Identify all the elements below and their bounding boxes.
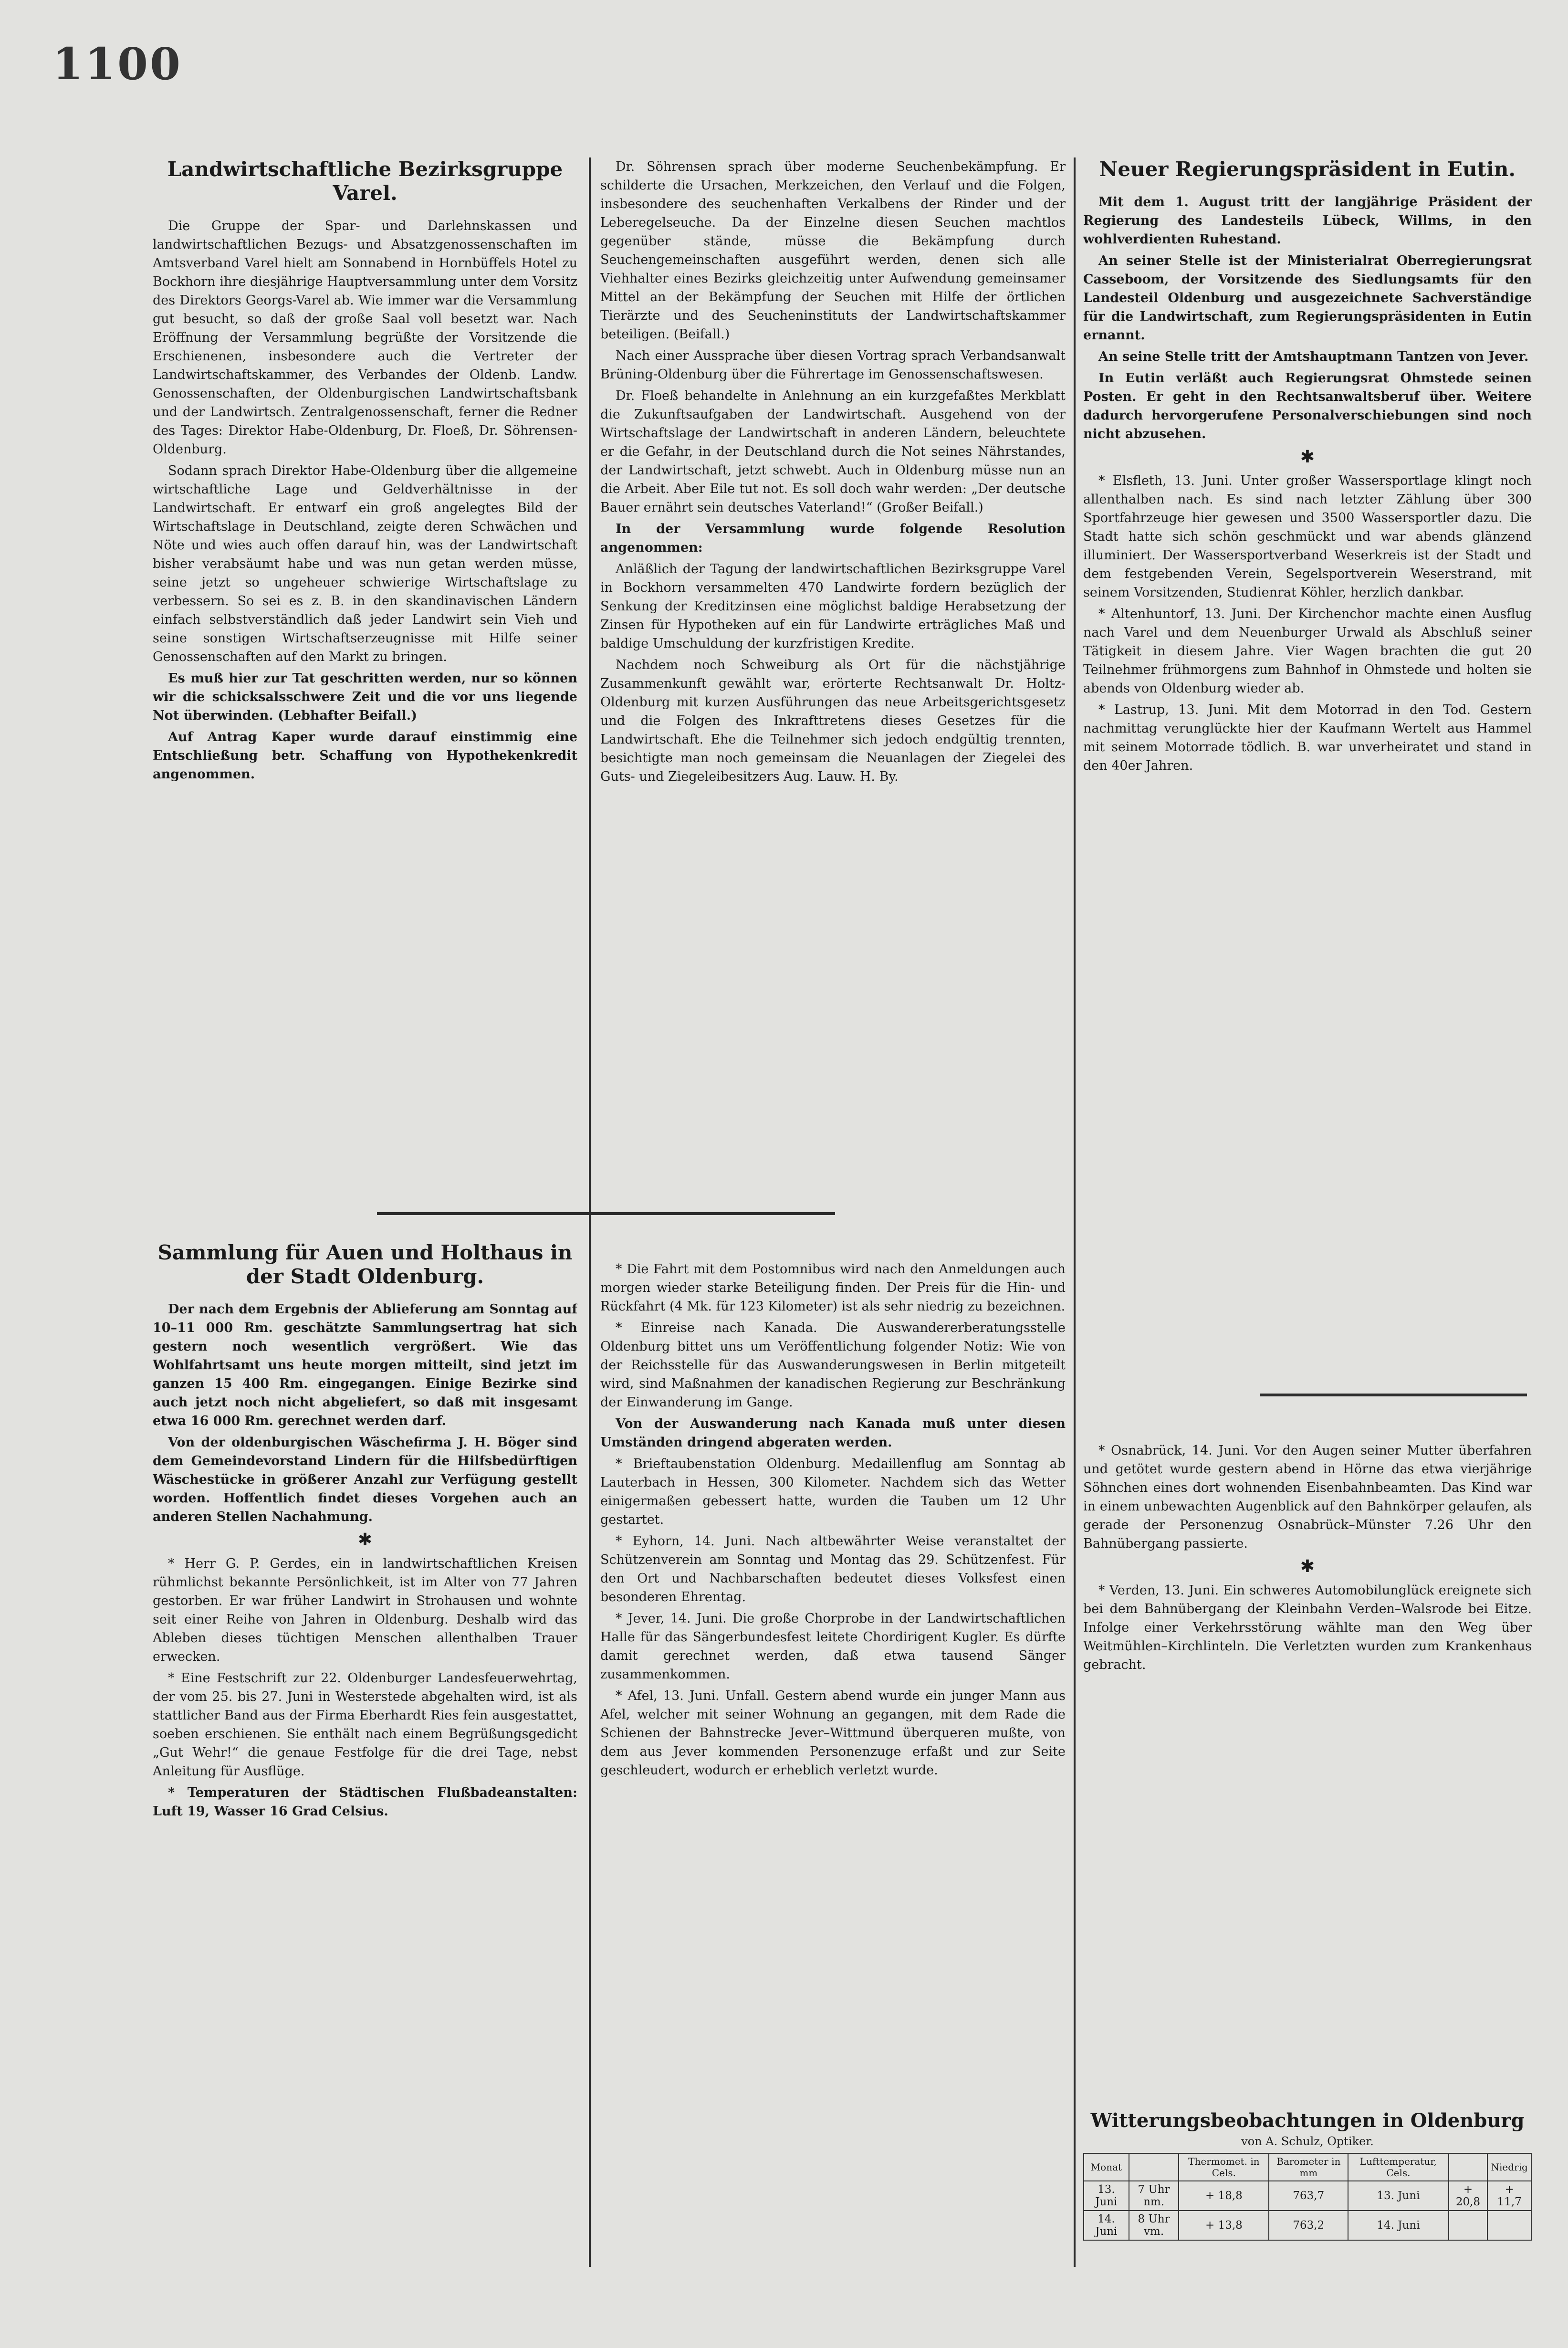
article-paragraph: An seiner Stelle ist der Ministerialrat Oberregierungsrat Casseboom, der Vorsitzende des Siedlungsamts für den Landesteil Oldenburg und ausgezeichnete Sachverständige für die Landwirtschaft, zum Regierungspräsidenten in Eutin ernannt. [1083,253,1532,343]
table-cell: 7 Uhr nm. [1129,2181,1179,2211]
article-title: Neuer Regierungspräsident in Eutin. [1099,157,1516,181]
table-cell: 14. Juni [1084,2211,1129,2240]
table-header [1129,2153,1179,2181]
table-cell: + 13,8 [1179,2211,1269,2240]
table-cell: 8 Uhr vm. [1129,2211,1179,2240]
table-header: Barometer in mm [1269,2153,1348,2181]
table-cell: + 20,8 [1449,2181,1488,2211]
article-paragraph: * Eyhorn, 14. Juni. Nach altbewährter Weise veranstaltet der Schützenverein am Sonntag und Montag das 29. Schützenfest. Für den Ort und Nachbarschaften bedeutet dieses Volksfest einen besonderen Ehrentag. [600,1534,1066,1604]
article-paragraph: * Jever, 14. Juni. Die große Chorprobe in der Landwirtschaftlichen Halle für das Sängerbundesfest leitete Chordirigent Kugler. Es dürfte damit gerechnet werden, daß etwa tausend Sänger zusammenkommen. [600,1611,1066,1682]
section-rule [377,1212,835,1215]
article-paragraph: Von der oldenburgischen Wäschefirma J. H. Böger sind dem Gemeindevorstand Lindern für die Hilfsbedürftigen Wäschestücke in größerer Anzahl zur Verfügung gestellt worden. Hoffentlich findet dieses Vorgehen auch an anderen Stellen Nachahmung. [153,1435,577,1524]
article-paragraph: * Altenhuntorf, 13. Juni. Der Kirchenchor machte einen Ausflug nach Varel und dem Neuenburger Urwald als Abschluß seiner Tätigkeit in diesem Jahre. Vier Wagen brachten die gut 20 Teilnehmer frühmorgens zum Bahnhof in Ohmstede und holten sie abends von Oldenburg wieder ab. [1083,607,1532,696]
article-paragraph: In der Versammlung wurde folgende Resolution angenommen: [600,522,1066,555]
table-cell: + 18,8 [1179,2181,1269,2211]
table-row [1084,2181,1531,2211]
separator-star: ✱ [1300,447,1315,467]
article-paragraph: Dr. Floeß behandelte in Anlehnung an ein kurzgefaßtes Merkblatt die Zukunftsaufgaben der Landwirtschaft. Ausgehend von der Wirtschaftslage der Landwirtschaft in anderen Ländern, beleuchtete er die Gefahr, in der Deutschland durch die Not seines Nährstandes, der Landwirtschaft, jetzt schwebt. Auch in Oldenburg müsse nun an die Arbeit. Aber Eile tut not. Es soll doch wahr werden: „Der deutsche Bauer ernährt sein deutsches Vaterland!“ (Großer Beifall.) [600,388,1066,515]
article-paragraph: In Eutin verläßt auch Regierungsrat Ohmstede seinen Posten. Er geht in den Rechtsanwaltsberuf über. Weitere dadurch hervorgerufene Personalverschiebungen sind noch nicht abzusehen. [1083,371,1532,441]
table-cell: 13. Juni [1348,2181,1448,2211]
article-seuchen [600,157,1066,789]
article-paragraph: Sodann sprach Direktor Habe-Oldenburg über die allgemeine wirtschaftliche Lage und Geldverhältnisse in der Landwirtschaft. Er entwarf ein groß angelegtes Bild der Wirtschaftslage in Deutschland, zeigte deren Schwächen und Nöte und wies auch offen darauf hin, was der Landwirtschaft bisher verabsäumt habe und was nun getan werden müsse, seine jetzt so ungeheuer schwierige Wirtschaftslage zu verbessern. So sei es z. B. in den skandinavischen Ländern einfach selbstverständlich daß jeder Landwirt sein Vieh und seine sonstigen Wirtschaftserzeugnisse mit Hilfe seiner Genossenschaften auf den Markt zu bringen. [153,463,577,664]
table-cell: 763,7 [1269,2181,1348,2211]
table-header: Niedrig [1487,2153,1531,2181]
article-paragraph: * Temperaturen der Städtischen Flußbadeanstalten: Luft 19, Wasser 16 Grad Celsius. [153,1785,577,1819]
table-header-row [1084,2153,1531,2181]
article-sammlung [153,1241,577,1824]
weather-table-box [1083,2109,1532,2241]
article-varel [153,157,577,786]
table-cell: + 11,7 [1487,2181,1531,2211]
separator-star: ✱ [1300,1557,1315,1576]
article-paragraph: * Eine Festschrift zur 22. Oldenburger Landesfeuerwehrtag, der vom 25. bis 27. Juni in Westerstede abgehalten wird, ist als stattlicher Band aus der Firma Eberhardt Ries fein ausgestattet, soeben erschienen. Sie enthält nach einem Begrüßungsgedicht „Gut Wehr!“ die genaue Festfolge für die drei Tage, nebst Anleitung für Ausflüge. [153,1671,577,1779]
article-paragraph: Die Gruppe der Spar- und Darlehnskassen und landwirtschaftlichen Bezugs- und Absatzgenossenschaften im Amtsverband Varel hielt am Sonnabend in Hornbüffels Hotel zu Bockhorn ihre diesjährige Hauptversammlung unter dem Vorsitz des Direktors Georgs-Varel ab. Wie immer war die Versammlung gut besucht, so daß der große Saal voll besetzt war. Nach Eröffnung der Versammlung begrüßte der Vorsitzende die Erschienenen, insbesondere auch die Vertreter der Landwirtschaftskammer, des Verbandes der Oldenb. Landw. Genossenschaften, der Oldenburgischen Landwirtschaftsbank und der Landwirtsch. Zentralgenossenschaft, ferner die Redner des Tages: Direktor Habe-Oldenburg, Dr. Floeß, Dr. Söhrensen-Oldenburg. [153,219,577,457]
article-paragraph: Von der Auswanderung nach Kanada muß unter diesen Umständen dringend abgeraten werden. [600,1416,1066,1450]
table-row [1084,2211,1531,2240]
article-paragraph: * Die Fahrt mit dem Postomnibus wird nach den Anmeldungen auch morgen wieder starke Beteiligung finden. Der Preis für die Hin- und Rückfahrt (4 Mk. für 123 Kilometer) ist als sehr niedrig zu bezeichnen. [600,1262,1066,1314]
page-number: 1100 [52,38,183,90]
table-cell: 763,2 [1269,2211,1348,2240]
column-rule [1074,157,1076,2267]
article-paragraph: Der nach dem Ergebnis der Ablieferung am Sonntag auf 10–11 000 Rm. geschätzte Sammlungsertrag hat sich gestern noch wesentlich vergrößert. Wie das Wohlfahrtsamt uns heute morgen mitteilt, sind jetzt im ganzen 15 400 Rm. eingegangen. Einige Bezirke sind auch jetzt noch nicht abgeliefert, so daß mit insgesamt etwa 16 000 Rm. gerechnet werden darf. [153,1302,577,1428]
article-paragraph: * Einreise nach Kanada. Die Auswandererberatungsstelle Oldenburg bittet uns um Veröffentlichung folgender Notiz: Wie von der Reichsstelle für das Auswanderungswesen in Berlin mitgeteilt wird, sind Maßnahmen der kanadischen Regierung zur Beschränkung der Einwanderung im Gange. [600,1321,1066,1410]
article-paragraph: Nachdem noch Schweiburg als Ort für die nächstjährige Zusammenkunft gewählt war, erörterte Rechtsanwalt Dr. Holtz-Oldenburg mit kurzen Ausführungen das neue Arbeitsgerichtsgesetz und die Folgen des Inkrafttretens dieses Gesetzes für die Landwirtschaft. Ehe die Teilnehmer sich jedoch endgültig trennten, besichtigte man noch gemeinsam die Neuanlagen der Ziegelei des Guts- und Ziegeleibesitzers Aug. Lauw. H. By. [600,658,1066,784]
article-paragraph: Nach einer Aussprache über diesen Vortrag sprach Verbandsanwalt Brüning-Oldenburg über die Führertage im Genossenschaftswesen. [600,348,1066,382]
weather-table [1083,2153,1532,2241]
table-header [1449,2153,1488,2181]
table-header: Lufttemperatur, Cels. [1348,2153,1448,2181]
table-cell: 13. Juni [1084,2181,1129,2211]
article-eutin [1083,157,1532,778]
article-paragraph: Auf Antrag Kaper wurde darauf einstimmig eine Entschließung betr. Schaffung von Hypothekenkredit angenommen. [153,730,577,782]
article-paragraph: * Herr G. P. Gerdes, ein in landwirtschaftlichen Kreisen rühmlichst bekannte Persönlichkeit, ist im Alter von 77 Jahren gestorben. Er war früher Landwirt in Strohausen und wohnte seit einer Reihe von Jahren in Oldenburg. Deshalb wird das Ableben dieses tüchtigen Menschen allenthalben Trauer erwecken. [153,1556,577,1664]
article-paragraph: Anläßlich der Tagung der landwirtschaftlichen Bezirksgruppe Varel in Bockhorn versammelten 470 Landwirte fordern bezüglich der Senkung der Kreditzinsen eine möglichst baldige Herabsetzung der Zinsen für Hypotheken auf ein für Landwirte erträgliches Maß und baldige Umschuldung der kurzfristigen Kredite. [600,562,1066,651]
table-header: Monat [1084,2153,1129,2181]
article-paragraph: * Afel, 13. Juni. Unfall. Gestern abend wurde ein junger Mann aus Afel, welcher mit seiner Wohnung an gegangen, mit dem Rade die Schienen der Bahnstrecke Jever–Wittmund überqueren mußte, von dem aus Jever kommenden Personenzuge erfaßt und zur Seite geschleudert, wodurch er erheblich verletzt wurde. [600,1688,1066,1778]
table-header: Thermomet. in Cels. [1179,2153,1269,2181]
article-paragraph: * Elsfleth, 13. Juni. Unter großer Wassersportlage klingt noch allenthalben nach. Es sind nach letzter Zählung über 300 Sportfahrzeuge hier gewesen und 3500 Wassersportler dazu. Die Stadt hatte sich schön geschmückt und war abends glänzend illuminiert. Der Wassersportverband Weserkreis ist der Stadt und dem festgebenden Verein, Segelsportverein Weserstrand, mit seinem Vorsitzenden, Studienrat Köhler, herzlich dankbar. [1083,473,1532,600]
separator-star: ✱ [357,1530,373,1550]
article-paragraph: * Lastrup, 13. Juni. Mit dem Motorrad in den Tod. Gestern nachmittag verunglückte hier der Kaufmann Wertelt aus Hammel mit seinem Motorrade tödlich. B. war unverheiratet und stand in den 40er Jahren. [1083,702,1532,773]
article-paragraph: * Osnabrück, 14. Juni. Vor den Augen seiner Mutter überfahren und getötet wurde gestern abend in Hörne das etwa vierjährige Söhnchen eines dort wohnenden Eisenbahnbeamten. Das Kind war in einem unbewachten Augenblick auf den Bahnkörper gelaufen, als gerade der Personenzug Osnabrück–Münster 7.26 Uhr den Bahnübergang passierte. [1083,1443,1532,1551]
table-cell [1449,2211,1488,2240]
table-cell [1487,2211,1531,2240]
article-paragraph: Dr. Söhrensen sprach über moderne Seuchenbekämpfung. Er schilderte die Ursachen, Merkzeichen, den Verlauf und die Folgen, insbesondere des seuchenhaften Verkalbens der Rinder und der Leberegelseuche. Da der Einzelne diesen Seuchen machtlos gegenüber stände, müsse die Bekämpfung durch Seuchengemeinschaften ausgeführt werden, denen sich alle Viehhalter eines Bezirks gleichzeitig unter Aufwendung gemeinsamer Mittel an der Bekämpfung der Seuchen mit Hilfe der örtlichen Tierärzte und des Seucheninstituts der Landwirtschaftskammer beteiligen. (Beifall.) [600,159,1066,342]
article-osnabrueck [1083,1441,1532,1677]
article-paragraph: * Brieftaubenstation Oldenburg. Medaillenflug am Sonntag ab Lauterbach in Hessen, 300 Kilometer. Nachdem sich das Wetter einigermaßen gebessert hatte, wurden die Tauben um 12 Uhr gestartet. [600,1457,1066,1527]
article-title: Sammlung für Auen und Holthaus in der Stadt Oldenburg. [157,1241,573,1288]
weather-subtitle: von A. Schulz, Optiker. [1241,2135,1374,2148]
article-paragraph: Mit dem 1. August tritt der langjährige Präsident der Regierung des Landesteils Lübeck, Willms, in den wohlverdienten Ruhestand. [1083,195,1532,247]
article-title: Landwirtschaftliche Bezirksgruppe Varel. [167,157,563,205]
article-paragraph: Es muß hier zur Tat geschritten werden, nur so können wir die schicksalsschwere Zeit und die vor uns liegende Not überwinden. (Lebhafter Beifall.) [153,671,577,723]
article-paragraph: An seine Stelle tritt der Amtshauptmann Tantzen von Jever. [1098,349,1529,364]
weather-title: Witterungsbeobachtungen in Oldenburg [1090,2109,1525,2132]
section-rule [1260,1394,1527,1396]
table-cell: 14. Juni [1348,2211,1448,2240]
article-postomnibus [600,1260,1066,1782]
article-paragraph: * Verden, 13. Juni. Ein schweres Automobilunglück ereignete sich bei dem Bahnübergang der Kleinbahn Verden–Walsrode bei Eitze. Infolge einer Verkehrsstörung wählte man den Weg über Weitmühlen–Kirchlinteln. Die Verletzten wurden zum Krankenhaus gebracht. [1083,1583,1532,1672]
